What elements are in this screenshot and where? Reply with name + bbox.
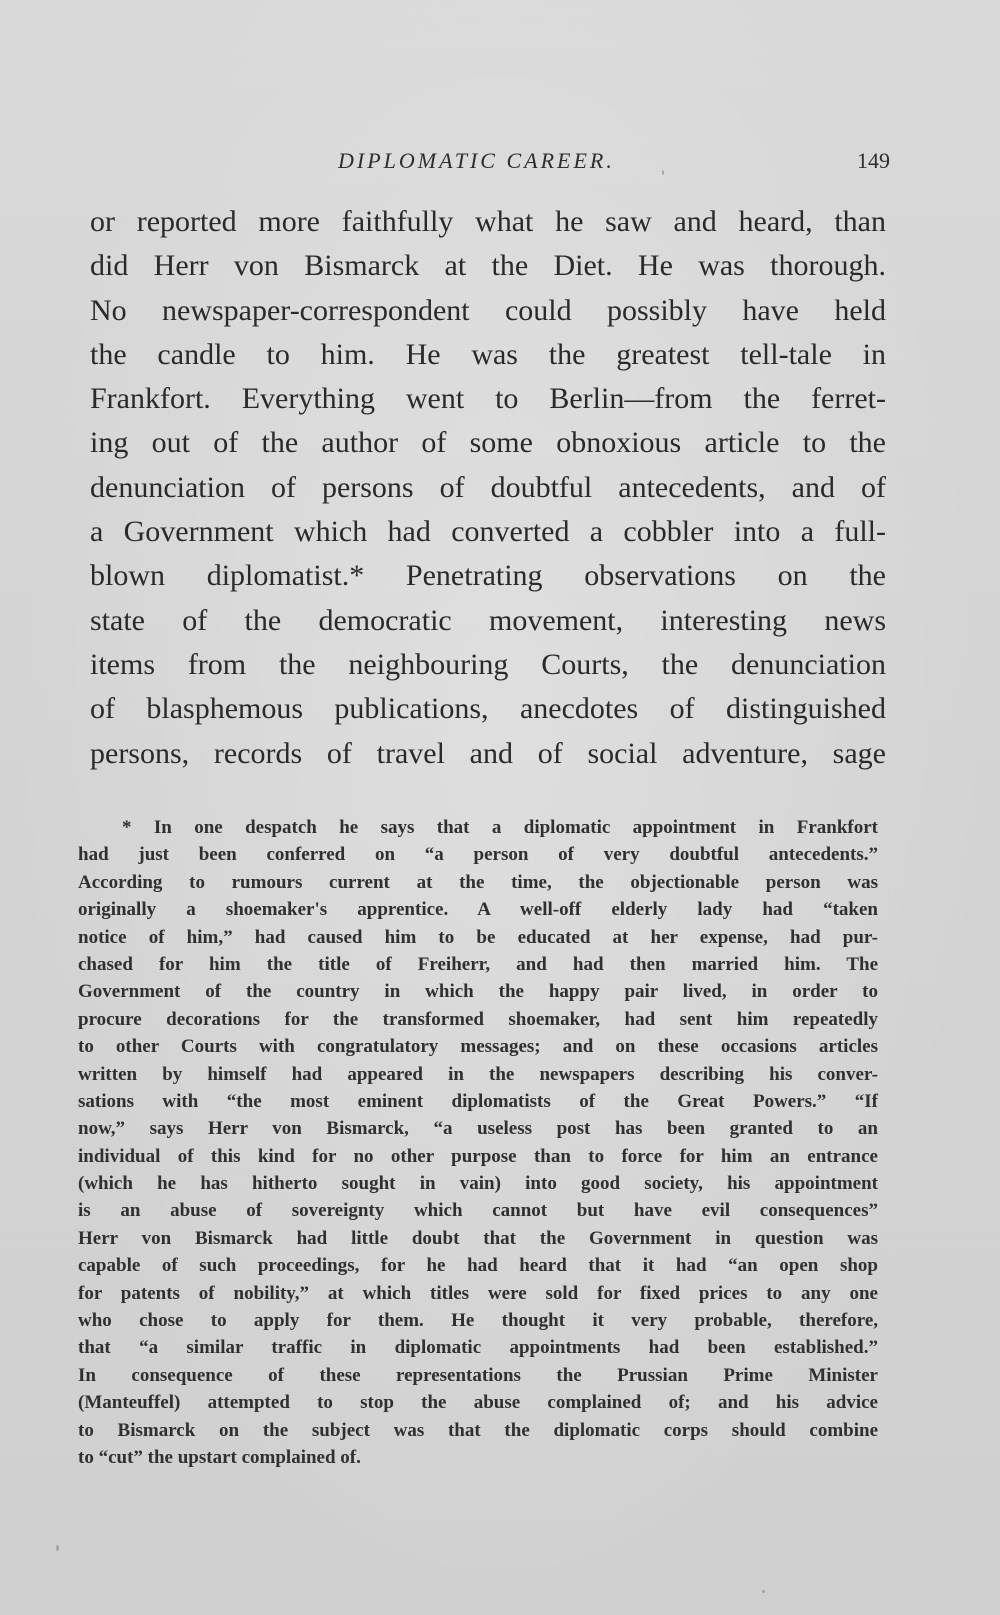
footnote-line: individual of this kind for no other purpose than to force for him an entrance — [78, 1145, 878, 1167]
footnote-line: to Bismarck on the subject was that the diplomatic corps should combine — [78, 1419, 878, 1441]
running-head — [90, 148, 890, 178]
running-title: DIPLOMATIC CAREER. — [338, 148, 615, 173]
footnote-line: that “a similar traffic in diplomatic appointments had been established.” — [78, 1337, 878, 1359]
footnote — [78, 814, 878, 1471]
footnote-line: to other Courts with congratulatory messages; and on these occasions articles — [78, 1036, 878, 1058]
footnote-line: Government of the country in which the happy pair lived, in order to — [78, 981, 878, 1003]
body-text — [90, 200, 886, 776]
paper-speck — [762, 1590, 765, 1593]
footnote-line: sations with “the most eminent diplomatists of the Great Powers.” “If — [78, 1090, 878, 1112]
footnote-line: notice of him,” had caused him to be educated at her expense, had pur- — [78, 926, 878, 948]
body-line: blown diplomatist.* Penetrating observations on the — [90, 559, 886, 593]
body-line: persons, records of travel and of social adventure, sage — [90, 736, 886, 770]
body-line: Frankfort. Everything went to Berlin—from the ferret- — [90, 382, 886, 416]
paper-speck — [56, 1545, 59, 1551]
page-number: 149 — [857, 148, 890, 173]
footnote-line: Herr von Bismarck had little doubt that the Government in question was — [78, 1227, 878, 1249]
footnote-line: originally a shoemaker's apprentice. A well-off elderly lady had “taken — [78, 899, 878, 921]
footnote-line: According to rumours current at the time, the objectionable person was — [78, 871, 878, 893]
footnote-line: had just been conferred on “a person of very doubtful antecedents.” — [78, 844, 878, 866]
footnote-line: (which he has hitherto sought in vain) into good society, his appointment — [78, 1173, 878, 1195]
body-line: state of the democratic movement, interesting news — [90, 603, 886, 637]
footnote-line: chased for him the title of Freiherr, and had then married him. The — [78, 953, 878, 975]
body-line: items from the neighbouring Courts, the denunciation — [90, 647, 886, 681]
footnote-line: is an abuse of sovereignty which cannot but have evil consequences” — [78, 1200, 878, 1222]
footnote-line: to “cut” the upstart complained of. — [78, 1446, 361, 1468]
body-line: did Herr von Bismarck at the Diet. He was thorough. — [90, 249, 886, 283]
body-line: a Government which had converted a cobbler into a full- — [90, 515, 886, 549]
footnote-line: now,” says Herr von Bismarck, “a useless post has been granted to an — [78, 1118, 878, 1140]
body-line: denunciation of persons of doubtful antecedents, and of — [90, 470, 886, 504]
footnote-line: (Manteuffel) attempted to stop the abuse complained of; and his advice — [78, 1392, 878, 1414]
footnote-line: procure decorations for the transformed shoemaker, had sent him repeatedly — [78, 1008, 878, 1030]
footnote-line: capable of such proceedings, for he had heard that it had “an open shop — [78, 1255, 878, 1277]
body-line: the candle to him. He was the greatest tell-tale in — [90, 337, 886, 371]
body-line: ing out of the author of some obnoxious article to the — [90, 426, 886, 460]
footnote-line: * In one despatch he says that a diplomatic appointment in Frankfort — [122, 817, 878, 838]
footnote-line: who chose to apply for them. He thought it very probable, therefore, — [78, 1310, 878, 1332]
footnote-line: In consequence of these representations the Prussian Prime Minister — [78, 1364, 878, 1386]
body-line: of blasphemous publications, anecdotes of distinguished — [90, 692, 886, 726]
body-line: No newspaper-correspondent could possibly have held — [90, 293, 886, 327]
footnote-line: written by himself had appeared in the newspapers describing his conver- — [78, 1063, 878, 1085]
body-line: or reported more faithfully what he saw and heard, than — [90, 205, 886, 238]
paper-speck — [662, 170, 664, 175]
footnote-line: for patents of nobility,” at which titles were sold for fixed prices to any one — [78, 1282, 878, 1304]
